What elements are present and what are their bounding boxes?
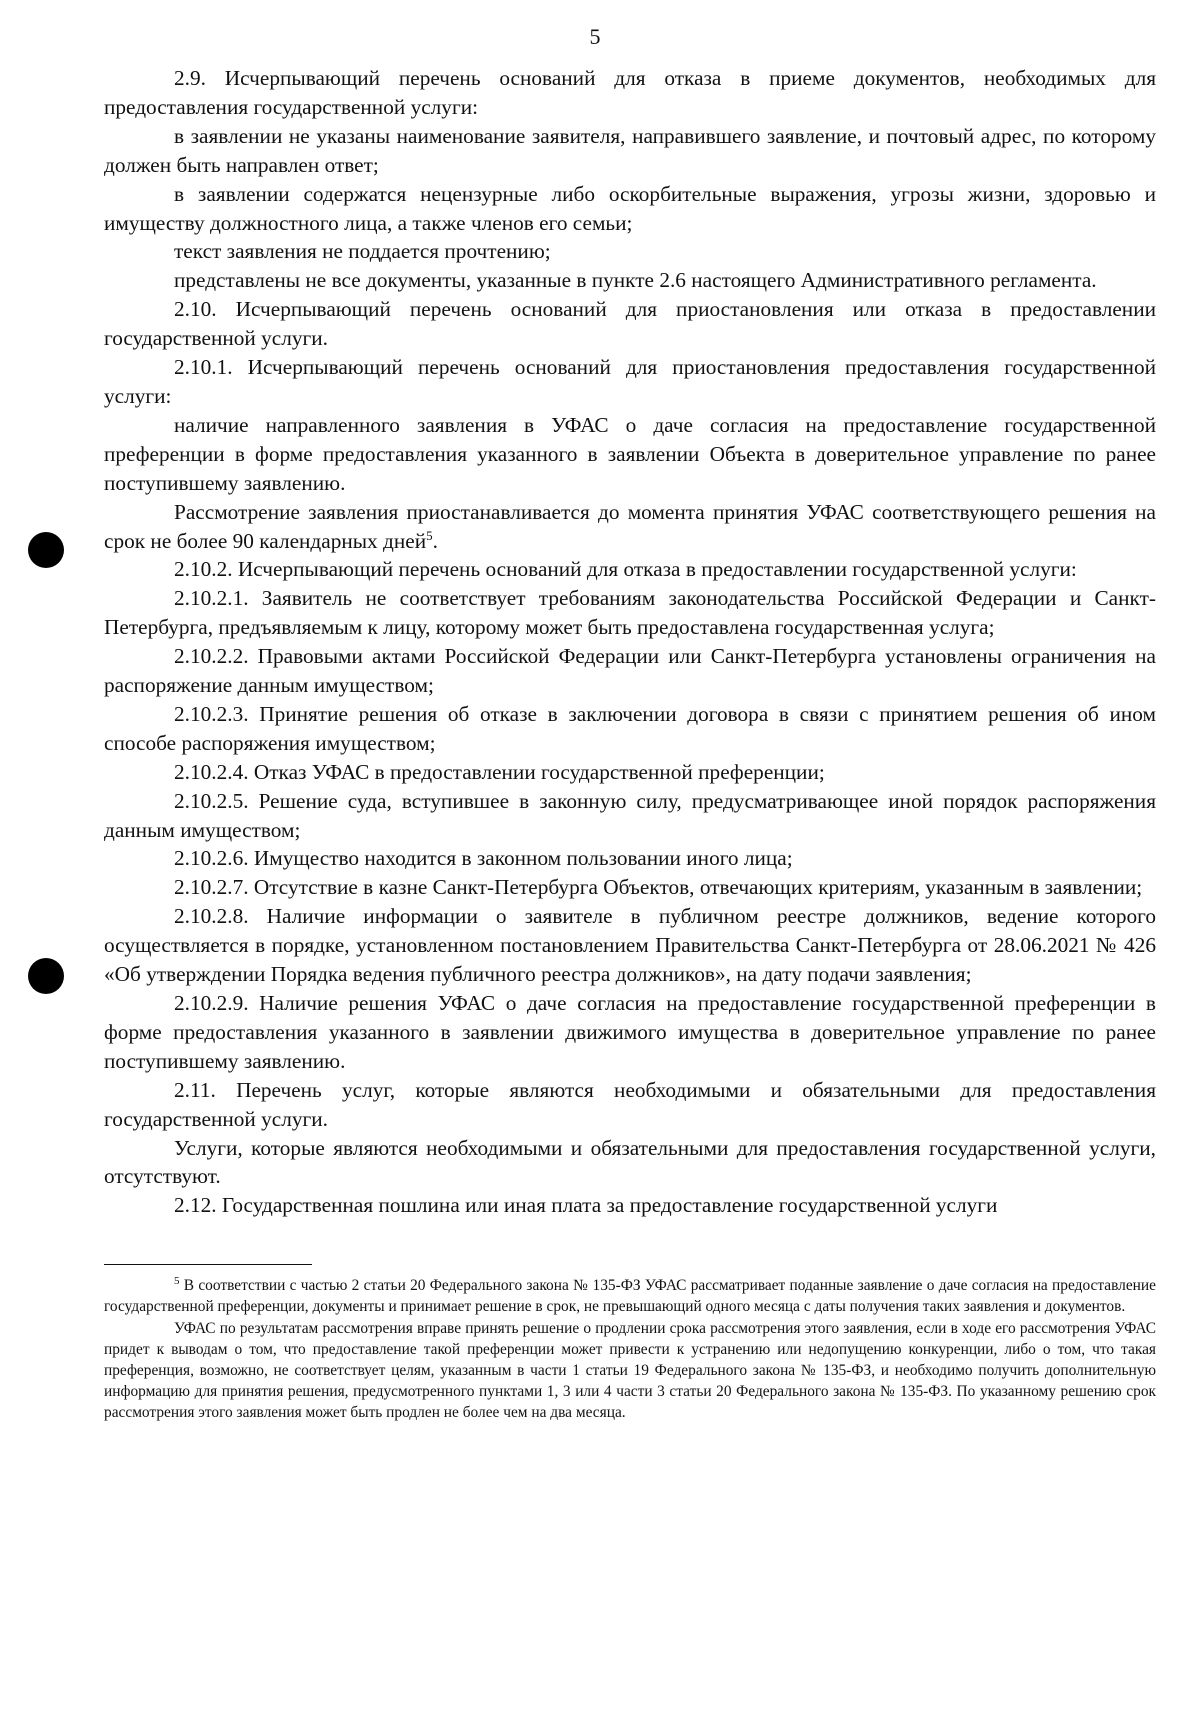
- paragraph-2-10-2-7: 2.10.2.7. Отсутствие в казне Санкт-Петербурга Объектов, отвечающих критериям, указанным в заявлении;: [174, 875, 1143, 900]
- footnote-text: В соответствии с частью 2 статьи 20 Федерального закона № 135-ФЗ УФАС рассматривает поданные заявление о даче согласия на предоставление государственной преференции, документы и принимает решение в срок, не превышающий одного месяца с даты получения таких заявления и документов.: [104, 1277, 1156, 1316]
- paragraph-2-10-2-9: 2.10.2.9. Наличие решения УФАС о даче согласия на предоставление государственной преференции в форме предоставления указанного в заявлении движимого имущества в доверительное управление по ранее поступившему заявлению.: [104, 991, 1156, 1073]
- paragraph-2-10-2-5: 2.10.2.5. Решение суда, вступившее в законную силу, предусматривающее иной порядок распоряжения данным имуществом;: [104, 788, 1156, 842]
- paragraph-2-10-2-8: 2.10.2.8. Наличие информации о заявителе в публичном реестре должников, ведение которого осуществляется в порядке, установленном постановлением Правительства Санкт-Петербурга от 28.06.2021 № 426 «Об утверждении Порядка ведения публичного реестра должников», на дату подачи заявления;: [104, 904, 1156, 987]
- paragraph-2-10-2-1: 2.10.2.1. Заявитель не соответствует требованиям законодательства Российской Федерации и Санкт-Петербурга, предъявляемым к лицу, которому может быть предоставлена государственная услуга;: [104, 586, 1156, 640]
- paragraph: текст заявления не поддается прочтению;: [174, 239, 551, 264]
- paragraph-2-10-2-3: 2.10.2.3. Принятие решения об отказе в заключении договора в связи с принятием решения об ином способе распоряжения имуществом;: [104, 701, 1156, 755]
- footnote-separator: [104, 1264, 312, 1265]
- footnote-number: 5: [174, 1275, 180, 1288]
- paragraph: в заявлении содержатся нецензурные либо оскорбительные выражения, угрозы жизни, здоровью и имуществу должностного лица, а также членов его семьи;: [104, 181, 1156, 235]
- paragraph-2-10-2-6: 2.10.2.6. Имущество находится в законном пользовании иного лица;: [174, 846, 793, 871]
- footnotes: [104, 1275, 1156, 1423]
- footnote-reference-trailing: .: [432, 528, 438, 553]
- body-text: [104, 64, 1156, 1220]
- paragraph: наличие направленного заявления в УФАС о даче согласия на предоставление государственной преференции в форме предоставления указанного в заявлении Объекта в доверительное управление по ранее поступившему заявлению.: [104, 412, 1156, 495]
- punch-hole-mark: [28, 958, 64, 994]
- page-number: 5: [589, 24, 601, 49]
- paragraph-2-9: 2.9. Исчерпывающий перечень оснований для отказа в приеме документов, необходимых для предоставления государственной услуги:: [104, 66, 1156, 119]
- paragraph-2-12: 2.12. Государственная пошлина или иная плата за предоставление государственной услуги: [174, 1193, 998, 1218]
- paragraph-2-10-2: 2.10.2. Исчерпывающий перечень оснований для отказа в предоставлении государственной услуги:: [174, 557, 1077, 582]
- paragraph-2-10-2-4: 2.10.2.4. Отказ УФАС в предоставлении государственной преференции;: [174, 759, 825, 784]
- paragraph: Услуги, которые являются необходимыми и обязательными для предоставления государственной услуги, отсутствуют.: [104, 1135, 1156, 1189]
- footnote-5: [104, 1275, 1156, 1317]
- paragraph-text: Рассмотрение заявления приостанавливается до момента принятия УФАС соответствующего решения на срок не более 90 календарных дней: [104, 499, 1156, 553]
- paragraph: в заявлении не указаны наименование заявителя, направившего заявление, и почтовый адрес, по которому должен быть направлен ответ;: [104, 123, 1156, 177]
- paragraph: представлены не все документы, указанные в пункте 2.6 настоящего Административного регламента.: [174, 268, 1097, 293]
- paragraph-2-10: 2.10. Исчерпывающий перечень оснований для приостановления или отказа в предоставлении государственной услуги.: [104, 297, 1156, 351]
- paragraph-with-footnote: [104, 498, 1156, 556]
- paragraph-2-10-2-2: 2.10.2.2. Правовыми актами Российской Федерации или Санкт-Петербурга установлены ограничения на распоряжение данным имуществом;: [104, 644, 1156, 698]
- footnote-continuation: УФАС по результатам рассмотрения вправе принять решение о продлении срока рассмотрения этого заявления, если в ходе его рассмотрения УФАС придет к выводам о том, что предоставление такой преференции может привести к устранению или недопущению конкуренции, либо о том, что такая преференция, возможно, не соответствует целям, указанным в части 1 статьи 19 Федерального закона № 135-ФЗ, и необходимо получить дополнительную информацию для принятия решения, предусмотренного пунктами 1, 3 или 4 части 3 статьи 20 Федерального закона № 135-ФЗ. По указанному решению срок рассмотрения этого заявления может быть продлен не более чем на два месяца.: [104, 1319, 1156, 1422]
- footnote-reference: 5: [426, 527, 433, 543]
- paragraph-2-10-1: 2.10.1. Исчерпывающий перечень оснований для приостановления предоставления государственной услуги:: [104, 355, 1156, 408]
- paragraph-2-11: 2.11. Перечень услуг, которые являются необходимыми и обязательными для предоставления государственной услуги.: [104, 1077, 1156, 1131]
- punch-hole-mark: [28, 532, 64, 568]
